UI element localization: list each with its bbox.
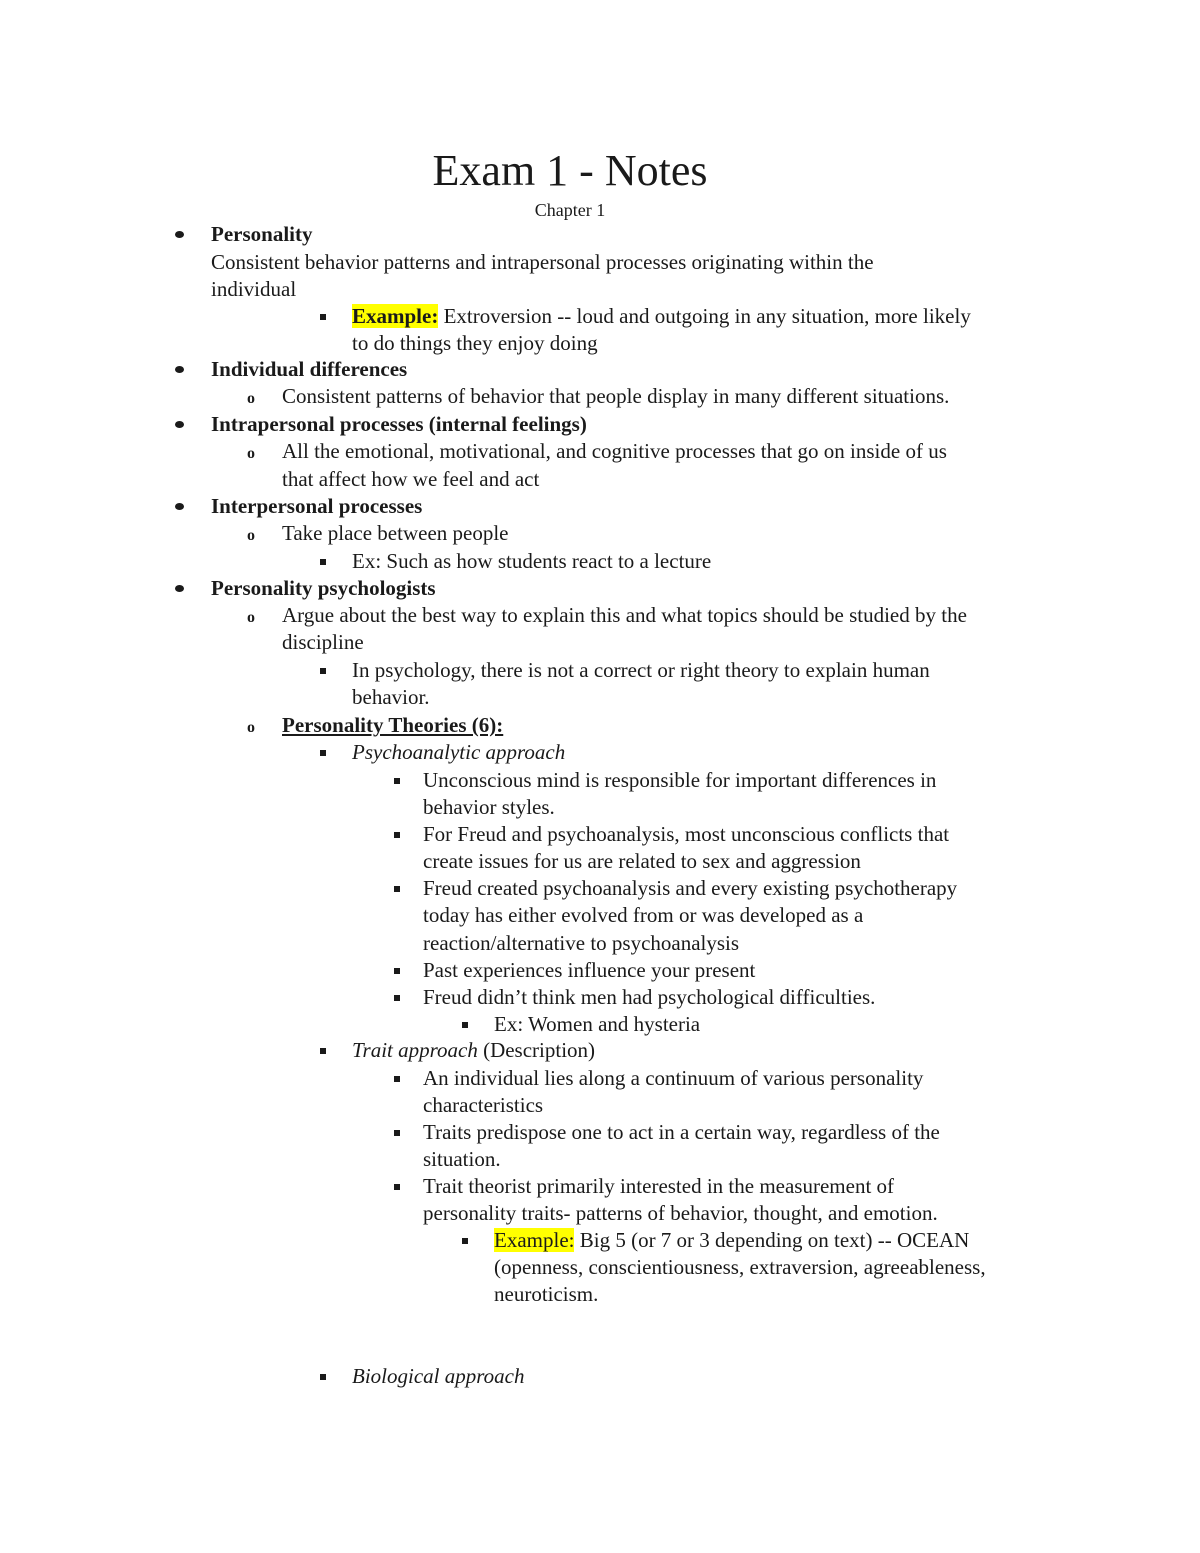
heading-personality-theories: Personality Theories (6): (282, 713, 504, 737)
square-bullet (394, 995, 400, 1001)
circle-bullet: o (247, 390, 255, 407)
example-line (494, 1227, 969, 1254)
sub-sub-item: In psychology, there is not a correct or right theory to explain human (352, 658, 930, 682)
heading-intrapersonal: Intrapersonal processes (internal feelings) (211, 412, 587, 436)
square-bullet (394, 1076, 400, 1082)
example-text: Big 5 (or 7 or 3 depending on text) -- OCEAN (574, 1228, 970, 1252)
square-bullet (320, 1374, 326, 1380)
circle-bullet: o (247, 445, 255, 462)
heading-personality: Personality (211, 222, 313, 246)
detail-item: today has either evolved from or was developed as a (423, 903, 864, 927)
square-bullet (394, 1184, 400, 1190)
detail-item: Past experiences influence your present (423, 958, 756, 982)
detail-item: Freud created psychoanalysis and every existing psychotherapy (423, 876, 958, 900)
circle-bullet: o (247, 719, 255, 736)
detail-item: An individual lies along a continuum of various personality (423, 1066, 924, 1090)
square-bullet (320, 314, 326, 320)
detail-sub-item: neuroticism. (494, 1282, 599, 1306)
chapter-subtitle: Chapter 1 (534, 200, 606, 220)
detail-item: Freud didn’t think men had psychological difficulties. (423, 985, 876, 1009)
sub-item: discipline (282, 630, 364, 654)
detail-item: characteristics (423, 1093, 544, 1117)
detail-item: create issues for us are related to sex and aggression (423, 849, 861, 873)
square-bullet (462, 1022, 468, 1028)
detail-item: behavior styles. (423, 795, 555, 819)
approach-psychoanalytic: Psychoanalytic approach (352, 740, 566, 764)
square-bullet (394, 968, 400, 974)
example-line (352, 303, 971, 330)
heading-interpersonal: Interpersonal processes (211, 494, 423, 518)
square-bullet (394, 778, 400, 784)
detail-item: For Freud and psychoanalysis, most unconscious conflicts that (423, 822, 950, 846)
heading-individual-differences: Individual differences (211, 357, 408, 381)
trait-approach-label: Trait approach (352, 1038, 478, 1062)
detail-sub-item: Ex: Women and hysteria (494, 1012, 701, 1036)
sub-item: All the emotional, motivational, and cognitive processes that go on inside of us (282, 439, 947, 463)
document-title: Exam 1 - Notes (432, 146, 708, 195)
sub-item: Consistent patterns of behavior that people display in many different situations. (282, 384, 950, 408)
square-bullet (394, 1130, 400, 1136)
sub-sub-item: Ex: Such as how students react to a lecture (352, 549, 712, 573)
circle-bullet: o (247, 527, 255, 544)
disc-bullet (175, 231, 184, 238)
example-text: Extroversion -- loud and outgoing in any situation, more likely (438, 304, 971, 328)
sub-item: that affect how we feel and act (282, 467, 540, 491)
example-line: to do things they enjoy doing (352, 331, 598, 355)
definition-line: individual (211, 277, 297, 301)
square-bullet (320, 750, 326, 756)
square-bullet (394, 832, 400, 838)
disc-bullet (175, 421, 184, 428)
trait-approach-note: (Description) (477, 1038, 596, 1062)
detail-sub-item: (openness, conscientiousness, extraversion, agreeableness, (494, 1255, 986, 1279)
circle-bullet: o (247, 609, 255, 626)
example-label: Example: (352, 304, 439, 328)
disc-bullet (175, 366, 184, 373)
disc-bullet (175, 503, 184, 510)
sub-item: Take place between people (282, 521, 509, 545)
detail-item: reaction/alternative to psychoanalysis (423, 931, 740, 955)
heading-psychologists: Personality psychologists (211, 576, 436, 600)
square-bullet (320, 668, 326, 674)
disc-bullet (175, 585, 184, 592)
square-bullet (394, 886, 400, 892)
detail-item: personality traits- patterns of behavior, thought, and emotion. (423, 1201, 938, 1225)
detail-item: situation. (423, 1147, 501, 1171)
approach-biological: Biological approach (352, 1364, 525, 1388)
sub-sub-item: behavior. (352, 685, 430, 709)
square-bullet (320, 1048, 326, 1054)
square-bullet (462, 1238, 468, 1244)
example-label: Example: (494, 1228, 575, 1252)
detail-item: Traits predispose one to act in a certain way, regardless of the (423, 1120, 940, 1144)
definition-line: Consistent behavior patterns and intrapersonal processes originating within the (211, 250, 874, 274)
sub-item: Argue about the best way to explain this and what topics should be studied by the (282, 603, 967, 627)
square-bullet (320, 559, 326, 565)
detail-item: Trait theorist primarily interested in the measurement of (423, 1174, 895, 1198)
detail-item: Unconscious mind is responsible for important differences in (423, 768, 937, 792)
approach-trait (352, 1037, 595, 1064)
